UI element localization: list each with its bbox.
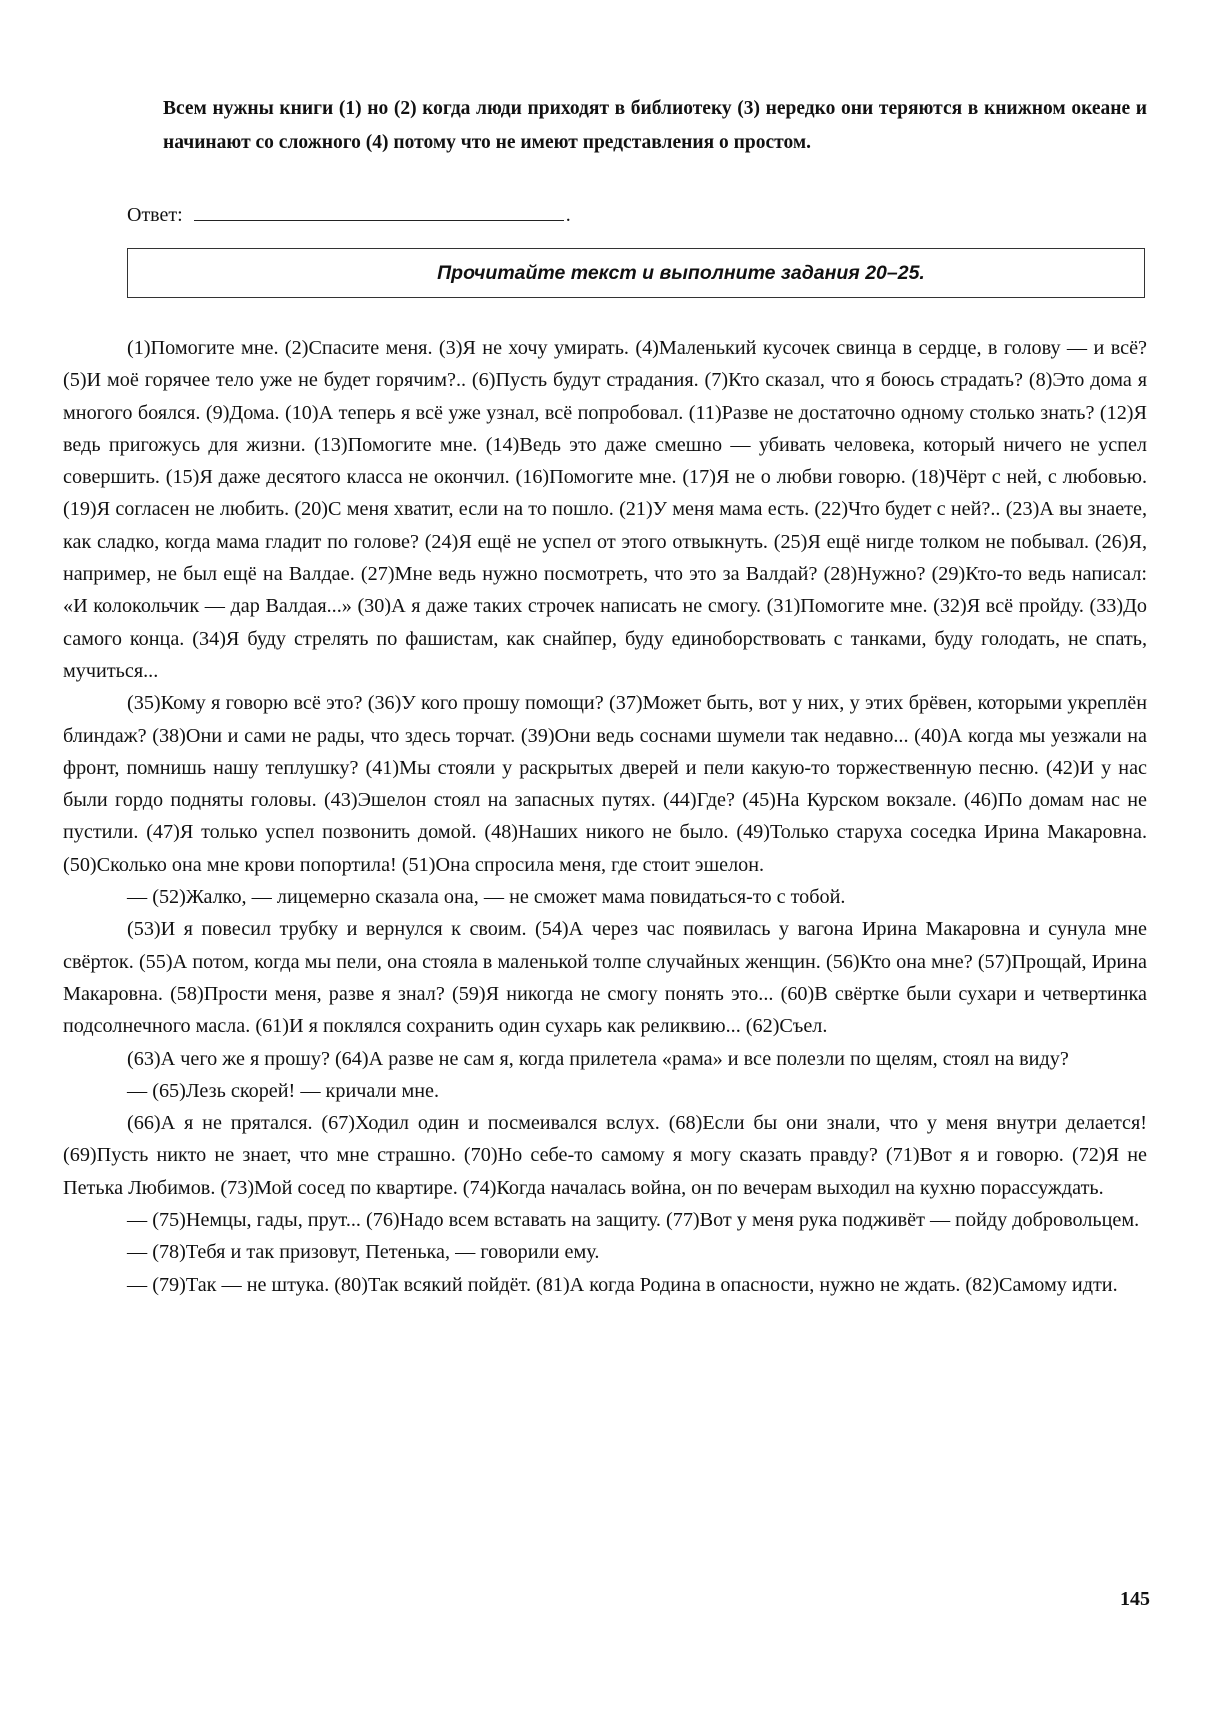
answer-input-line[interactable] — [194, 200, 564, 221]
paragraph: (35)Кому я говорю всё это? (36)У кого прошу помощи? (37)Может быть, вот у них, у этих брёвен, которыми укреплён блиндаж? (38)Они и сами не рады, что здесь торчат. (39)Они ведь соснами шумели так недавно... (40)А когда мы уезжали на фронт, помнишь нашу теплушку? (41)Мы стояли у раскрытых дверей и пели какую-то торжественную песню. (42)И у нас были гордо подняты головы. (43)Эшелон стоял на запасных путях. (44)Где? (45)На Курском вокзале. (46)По домам нас не пустили. (47)Я только успел позвонить домой. (48)Наших никого не было. (49)Только старуха соседка Ирина Макаровна. (50)Сколько она мне крови попортила! (51)Она спросила меня, где стоит эшелон. — [63, 692, 1147, 876]
page-number: 145 — [1120, 1588, 1150, 1610]
answer-row — [127, 200, 727, 230]
answer-label: Ответ: — [127, 204, 183, 226]
reading-text — [63, 332, 1147, 1301]
paragraph: (63)А чего же я прошу? (64)А разве не сам я, когда прилетела «рама» и все полезли по щелям, стоял на виду? — [127, 1047, 1069, 1070]
paragraph: — (52)Жалко, — лицемерно сказала она, — не сможет мама повидаться-то с тобой. — [127, 886, 846, 909]
paragraph: (66)А я не прятался. (67)Ходил один и посмеивался вслух. (68)Если бы они знали, что у меня внутри делается! (69)Пусть никто не знает, что мне страшно. (70)Но себе-то самому я могу сказать правду? (71)Вот я и говорю. (72)Я не Петька Любимов. (73)Мой сосед по квартире. (74)Когда началась война, он по вечерам выходил на кухню порассуждать. — [63, 1112, 1147, 1199]
task-sentence: Всем нужны книги (1) но (2) когда люди приходят в библиотеку (3) нередко они теряются в книжном океане и начинают со сложного (4) потому что не имеют представления о простом. — [163, 98, 1147, 153]
paragraph: — (65)Лезь скорей! — кричали мне. — [127, 1079, 440, 1102]
instruction-box — [127, 248, 1145, 298]
instruction-text: Прочитайте текст и выполните задания 20–25. — [437, 261, 925, 284]
answer-end-mark: . — [565, 204, 571, 226]
paragraph: — (78)Тебя и так призовут, Петенька, — говорили ему. — [127, 1241, 600, 1264]
paragraph: — (79)Так — не штука. (80)Так всякий пойдёт. (81)А когда Родина в опасности, нужно не ждать. (82)Самому идти. — [127, 1273, 1118, 1296]
paragraph: — (75)Немцы, гады, прут... (76)Надо всем вставать на защиту. (77)Вот у меня рука подживёт — пойду добровольцем. — [127, 1209, 1140, 1232]
paragraph: (1)Помогите мне. (2)Спасите меня. (3)Я не хочу умирать. (4)Маленький кусочек свинца в сердце, в голову — и всё? (5)И моё горячее тело уже не будет горячим?.. (6)Пусть будут страдания. (7)Кто сказал, что я боюсь страдать? (8)Это дома я многого боялся. (9)Дома. (10)А теперь я всё уже узнал, всё попробовал. (11)Разве не достаточно одному столько знать? (12)Я ведь пригожусь для жизни. (13)Помогите мне. (14)Ведь это даже смешно — убивать человека, который ничего не успел совершить. (15)Я даже десятого класса не окончил. (16)Помогите мне. (17)Я не о любви говорю. (18)Чёрт с ней, с любовью. (19)Я согласен не любить. (20)С меня хватит, если на то пошло. (21)У меня мама есть. (22)Что будет с ней?.. (23)А вы знаете, как сладко, когда мама гладит по голове? (24)Я ещё не успел от этого отвыкнуть. (25)Я ещё нигде толком не побывал. (26)Я, например, не был ещё на Валдае. (27)Мне ведь нужно посмотреть, что это за Валдай? (28)Нужно? (29)Кто-то ведь написал: «И колокольчик — дар Валдая...» (30)А я даже таких строчек написать не смогу. (31)Помогите мне. (32)Я всё пройду. (33)До самого конца. (34)Я буду стрелять по фашистам, как снайпер, буду единоборствовать с танками, буду голодать, не спать, мучиться... — [63, 337, 1147, 682]
paragraph: (53)И я повесил трубку и вернулся к своим. (54)А через час появилась у вагона Ирина Макаровна и сунула мне свёрток. (55)А потом, когда мы пели, она стояла в маленькой толпе случайных женщин. (56)Кто она мне? (57)Прощай, Ирина Макаровна. (58)Прости меня, разве я знал? (59)Я никогда не смогу понять это... (60)В свёртке были сухари и четвертинка подсолнечного масла. (61)И я поклялся сохранить один сухарь как реликвию... (62)Съел. — [63, 918, 1147, 1038]
